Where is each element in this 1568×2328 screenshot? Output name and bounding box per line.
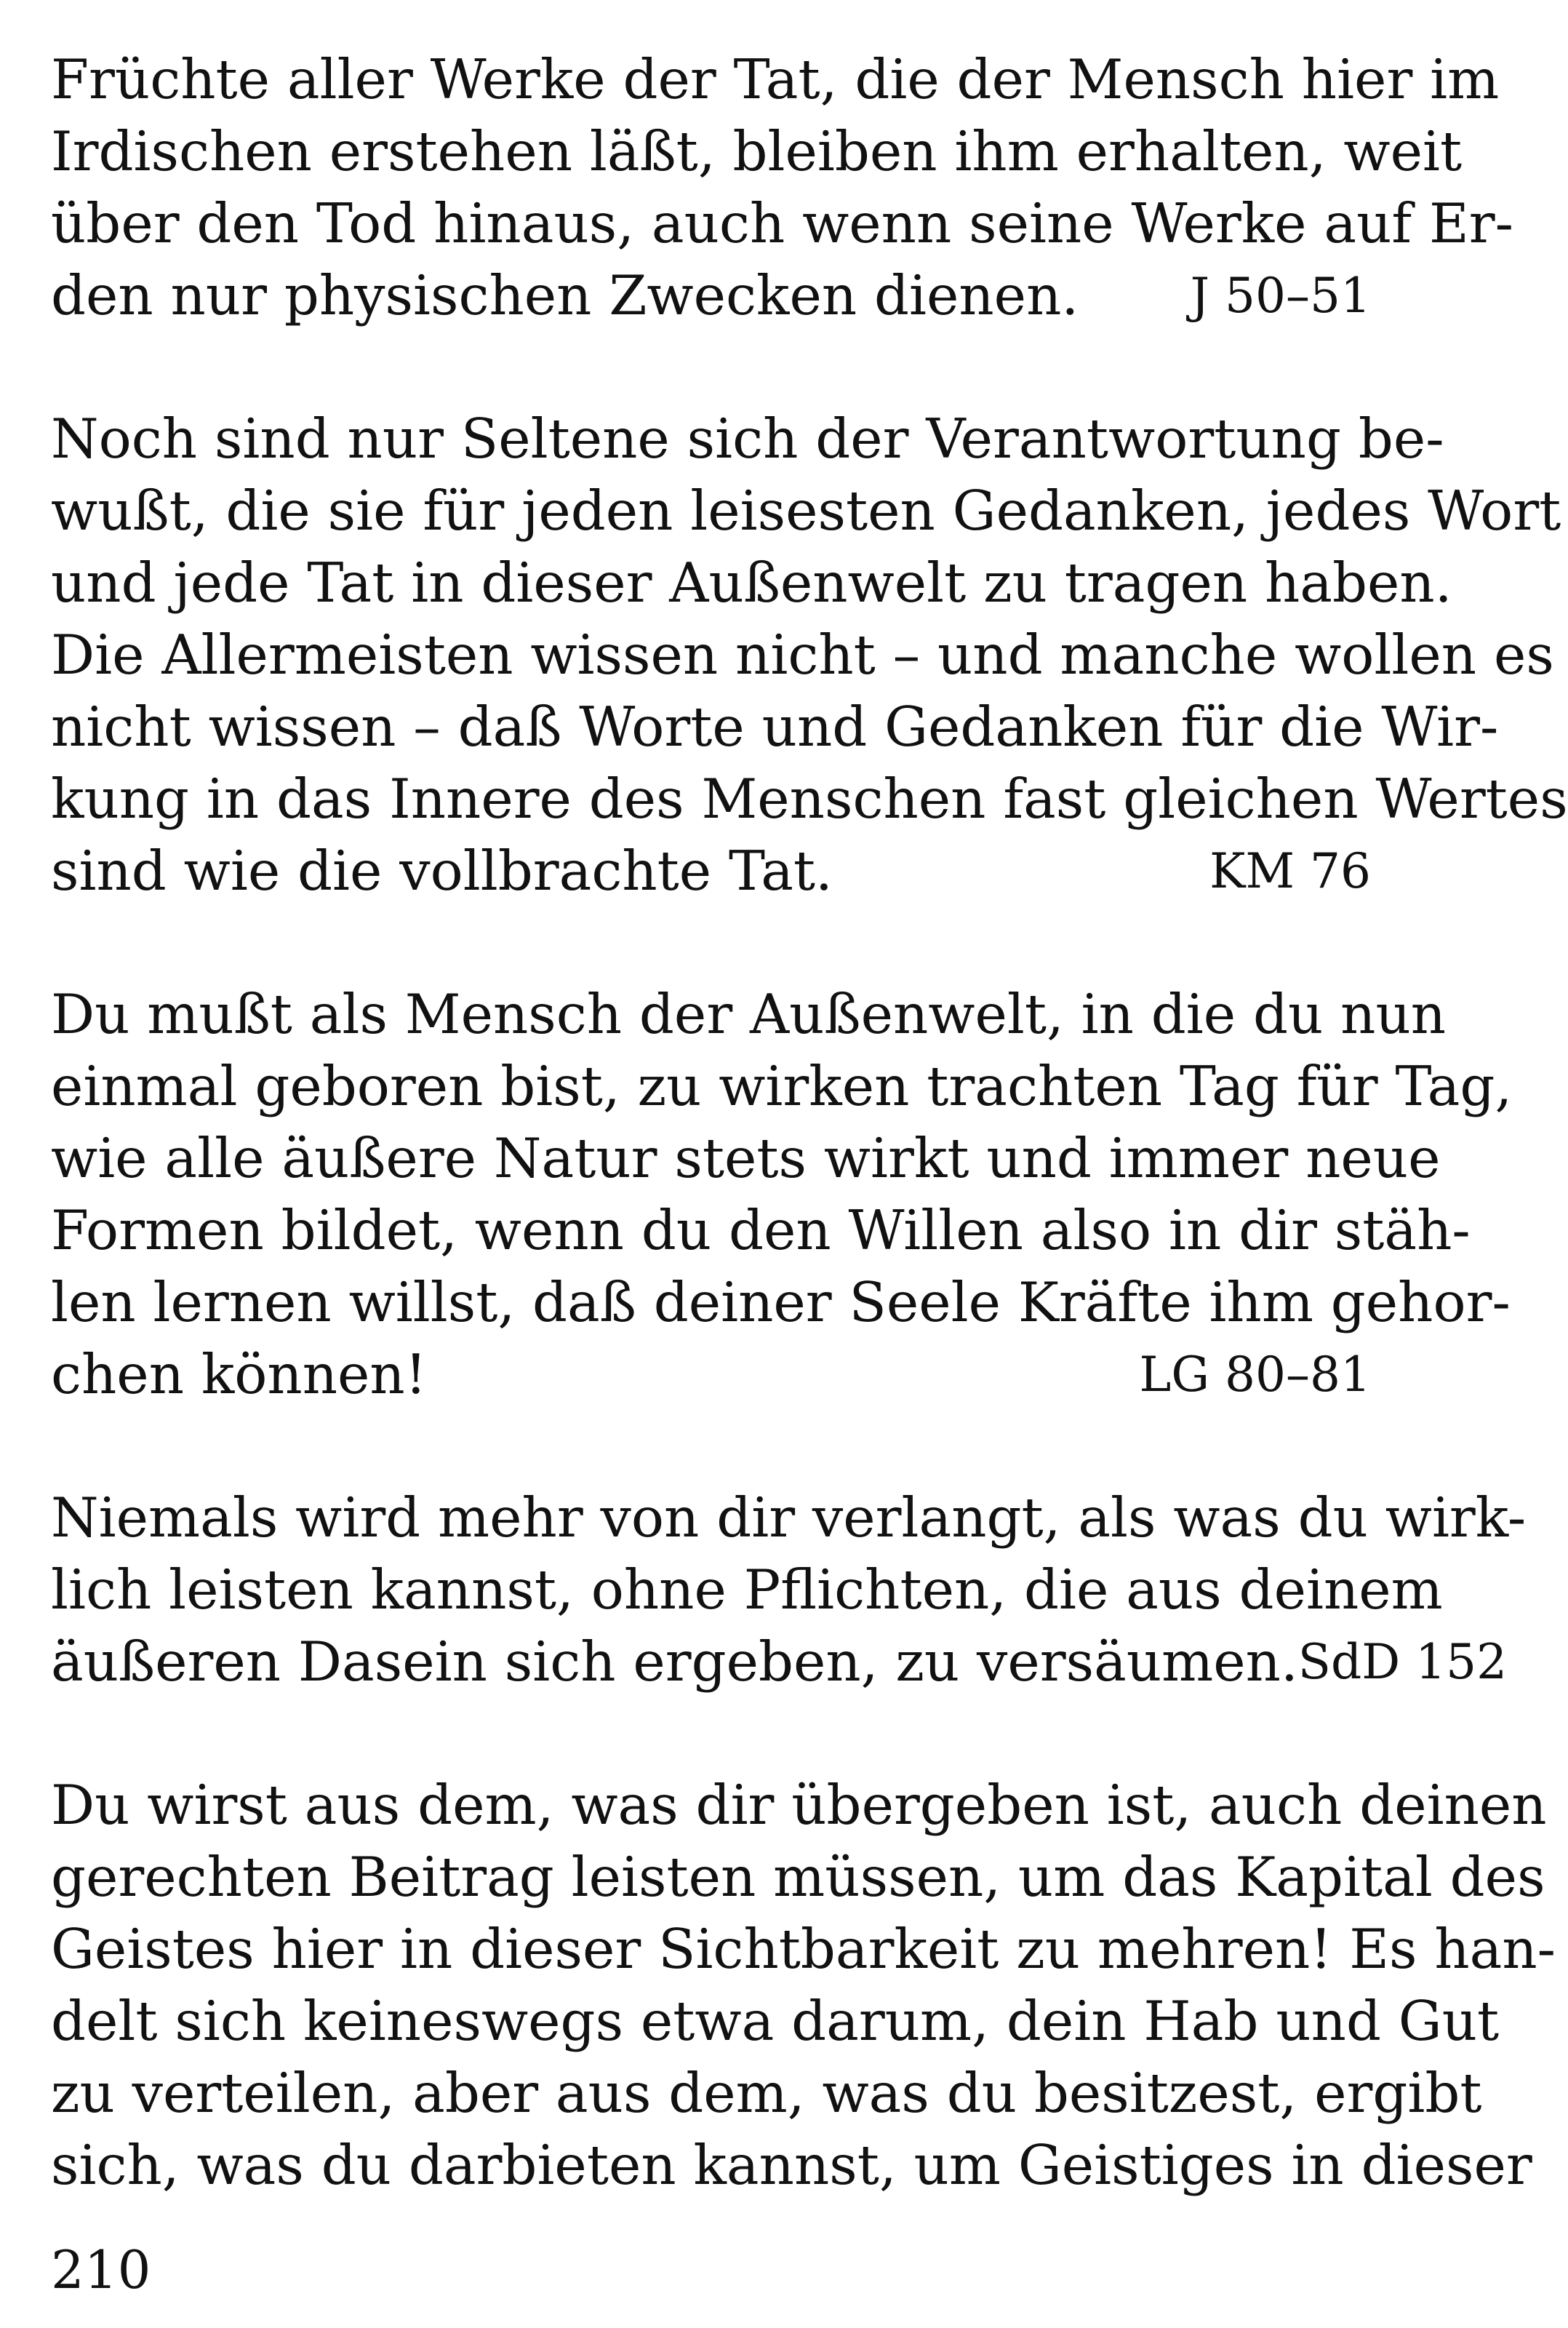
paragraph-5 (51, 1769, 1556, 2201)
text-line: gerechten Beitrag leisten müssen, um das Kapital des (51, 1845, 1545, 1909)
text-line-last (51, 1626, 1508, 1698)
text-line: Niemals wird mehr von dir verlangt, als was du wirk- (51, 1486, 1527, 1550)
text-line: sich, was du darbieten kannst, um Geistiges in dieser (51, 2133, 1532, 2197)
text-line: nicht wissen – daß Worte und Gedanken für die Wir- (51, 695, 1499, 759)
text-line: len lernen willst, daß deiner Seele Kräfte ihm gehor- (51, 1270, 1511, 1334)
text-line-content: chen können! (51, 1342, 427, 1406)
text-line: delt sich keineswegs etwa darum, dein Hab und Gut (51, 1989, 1500, 2053)
source-reference: LG 80–81 (1139, 1347, 1371, 1403)
text-line: und jede Tat in dieser Außenwelt zu tragen haben. (51, 551, 1452, 615)
text-line-content: äußeren Dasein sich ergeben, zu versäumen. (51, 1630, 1298, 1694)
text-line: Irdischen erstehen läßt, bleiben ihm erhalten, weit (51, 119, 1463, 183)
text-line: über den Tod hinaus, auch wenn seine Werke auf Er- (51, 191, 1513, 255)
text-line: Noch sind nur Seltene sich der Verantwortung be- (51, 407, 1444, 471)
text-line: einmal geboren bist, zu wirken trachten Tag für Tag, (51, 1054, 1513, 1118)
text-line-last (51, 835, 1371, 907)
text-line: kung in das Innere des Menschen fast gleichen Wertes (51, 767, 1568, 831)
source-reference: KM 76 (1209, 843, 1371, 899)
text-line: Früchte aller Werke der Tat, die der Mensch hier im (51, 47, 1500, 111)
paragraph-gap (51, 1411, 1371, 1482)
text-line: wußt, die sie für jeden leisesten Gedanken, jedes Wort (51, 479, 1561, 543)
paragraph-gap (51, 907, 1371, 978)
paragraph-gap (51, 1698, 1371, 1769)
paragraph-1 (51, 44, 1513, 332)
paragraph-4 (51, 1482, 1527, 1698)
paragraph-2 (51, 403, 1568, 907)
source-reference: SdD 152 (1297, 1634, 1508, 1690)
text-line-content: den nur physischen Zwecken dienen. (51, 263, 1079, 327)
text-line: lich leisten kannst, ohne Pflichten, die aus deinem (51, 1558, 1443, 1622)
page-text (51, 44, 1568, 2201)
text-line-content: sind wie die vollbrachte Tat. (51, 839, 833, 903)
text-line-last (51, 1339, 1371, 1411)
source-reference: J 50–51 (1190, 268, 1371, 324)
text-line: Du wirst aus dem, was dir übergeben ist, auch deinen (51, 1773, 1547, 1837)
text-line: Die Allermeisten wissen nicht – und manche wollen es (51, 623, 1554, 687)
text-line: wie alle äußere Natur stets wirkt und immer neue (51, 1126, 1441, 1190)
paragraph-3 (51, 978, 1513, 1411)
paragraph-gap (51, 332, 1371, 403)
page-number: 210 (51, 2239, 151, 2300)
text-line: Formen bildet, wenn du den Willen also in dir stäh- (51, 1198, 1471, 1262)
text-line: Geistes hier in dieser Sichtbarkeit zu mehren! Es han- (51, 1917, 1556, 1981)
text-line-last (51, 260, 1371, 332)
text-line: zu verteilen, aber aus dem, was du besitzest, ergibt (51, 2061, 1482, 2125)
text-line: Du mußt als Mensch der Außenwelt, in die du nun (51, 982, 1447, 1046)
